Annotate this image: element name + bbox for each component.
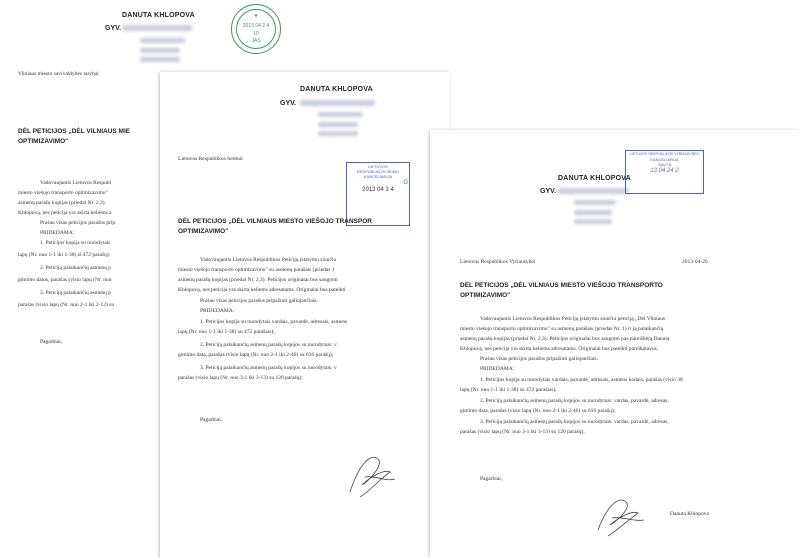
- closing: Pagarbiai,: [40, 339, 63, 345]
- heading-line: OPTIMIZAVIMO": [178, 228, 229, 235]
- document-page-2: [160, 72, 450, 558]
- body-line: lapų (Nr. nuo 1-1 iki 1-38) su 472 parašais);: [178, 329, 275, 335]
- address-label: GYV.: [540, 188, 557, 195]
- addressee: Lietuvos Respublikos Vyriausybei: [460, 259, 536, 265]
- body-line: gimimo data, parašas (visio lapų (Nr. nuo 2-1 iki 2-46) su 616 parašų);: [460, 408, 616, 414]
- body-line: asmenų parašų kopijas (priedai Nr. 2,3).: [18, 200, 106, 206]
- stamp-line: LIETUVOS: [368, 164, 388, 169]
- closing: Pagarbiai,: [480, 476, 503, 482]
- body-line: 3. Peticiją palaikančių asmenų p: [40, 290, 112, 296]
- redacted-address: [318, 131, 358, 136]
- body-line: miesto viešojo transporto optimizavimo" su asmenų parašais (priedas 1: [178, 267, 335, 273]
- body-line: parašas (visio lapų (Nr. nuo 3-1 iki 3-13) su 120 parašų);: [460, 429, 585, 435]
- body-line: 1. Peticijos kopija su nurodytais vardais, pavardė, adresais, asmens: [200, 319, 348, 325]
- letter-date: 2013-04-20: [682, 259, 708, 265]
- body-line: gimimo datos, parašas (visio lapų (Nr. nuo: [18, 277, 112, 283]
- redacted-address: [318, 112, 363, 117]
- round-stamp: ★ 2013 04 2 4 10 JAS: [231, 4, 281, 54]
- author-name: DANUTA KHLOPOVA: [558, 175, 631, 182]
- parliament-stamp: [346, 162, 410, 226]
- stamp-letter: G: [403, 180, 408, 186]
- body-line: Prašau visas peticijos parašus pripažinti galiojančiais.: [200, 298, 318, 304]
- body-line: Prašau visas peticijos parašus pripažinti galiojančiais.: [480, 356, 598, 362]
- redacted-address: [574, 200, 616, 205]
- stamp-date: 13 04 24 2: [650, 168, 679, 174]
- redacted-address: [300, 100, 375, 106]
- stamp-line: LIETUVOS RESPUBLIKOS VYRIAUSYBĖS: [630, 152, 699, 156]
- body-line: Khlopovą, nes peticija yra skirta keliems adresatams. Originalai bus pateikti pareikalavus.: [460, 346, 659, 352]
- signature-image: [590, 490, 650, 540]
- body-line: gimimo data, parašas (visio lapų (Nr. nuo 2-1 iki 2-46) su 616 parašų);: [178, 352, 334, 358]
- closing: Pagarbiai,: [200, 417, 223, 423]
- addressee: Vilniaus miesto savivaldybės tarybai: [18, 71, 99, 77]
- stamp-code: JAS: [251, 38, 261, 44]
- body-line: asmenų parašų kopijas (priedai Nr. 2,3). Peticijos originalai bus saugomi pas pareiškėją Danutą: [460, 336, 670, 342]
- body-line: PRIDEDAMA:: [40, 230, 75, 236]
- heading-line: OPTIMIZAVIMO": [460, 292, 511, 299]
- addressee: Lietuvos Respublikos Seimui: [178, 156, 243, 162]
- stamp-date: 2013 04 2 4: [242, 23, 270, 29]
- body-line: miesto viešojo transporto optimizavimo" su asmenų parašais (priedas Nr. 1) ir ją palaikančių: [460, 326, 664, 332]
- body-line: Vadovaujantis Lietuvos Respubl: [40, 180, 112, 186]
- body-line: 3. Peticiją palaikančių asmenų parašų kopijos su nurodytais: v: [200, 365, 337, 371]
- body-line: Prašau visas peticijos parašus prip: [40, 220, 116, 226]
- heading-line: DĖL PETICIJOS „DĖL VILNIAUS MIESTO VIEŠOJO TRANSPORTO: [460, 282, 663, 289]
- body-line: 3. Peticiją palaikančių asmenų parašų kopijos su nurodytais: vardas, pavardė, adresas,: [480, 419, 669, 425]
- body-line: Khlopovą, nes peticija yra skirta keliems adresatams. Originalai bus pateikti: [178, 287, 346, 293]
- redacted-address: [574, 210, 612, 215]
- body-line: 1. Peticijos kopija su nurodytais vardais, pavardė, adresais, asmens kodais, parašas (visio 38: [480, 377, 683, 383]
- stamp-line: KANCELIARIJA: [650, 157, 679, 162]
- stamp-line: RESPUBLIKOS SEIMO: [356, 169, 400, 174]
- heading-line: DĖL PETICIJOS „DĖL VILNIAUS MIESTO VIEŠOJO TRANSPOR: [178, 218, 372, 225]
- stamp-date: 2013 04 2 4: [362, 187, 394, 193]
- redacted-address: [122, 25, 192, 31]
- body-line: parašas (visio lapų (Nr. nuo 2-1 iki 2-12) su: [18, 302, 115, 308]
- heading-line: OPTIMIZAVIMO": [18, 138, 69, 145]
- body-line: 2. Peticiją palaikančių asmenų parašų kopijos su nurodytais: v: [200, 342, 337, 348]
- body-line: 2. Peticiją palaikančių asmenų parašų kopijos su nurodytais: vardas, pavardė, adresas,: [480, 398, 669, 404]
- redacted-address: [140, 57, 180, 62]
- body-line: 1. Peticijos kopija su nurodytais: [40, 240, 111, 246]
- body-line: lapų (Nr. nuo 1-1 iki 1-38) iš 472 parašų);: [18, 252, 111, 258]
- stamp-line: KANCELIARIJA: [363, 174, 393, 179]
- signature-image: [340, 447, 400, 502]
- redacted-address: [318, 122, 358, 127]
- body-line: miesto viešojo transporto optimizavimo": [18, 190, 108, 196]
- address-label: GYV.: [105, 25, 122, 32]
- redacted-address: [557, 188, 629, 194]
- body-line: Vadovaujantis Lietuvos Respublikos Peticijų įstatymu siunčiu peticiją „Dėl Vilniaus: [480, 316, 666, 322]
- document-page-3: [430, 130, 800, 558]
- stamp-number: 10: [253, 31, 259, 37]
- author-name: DANUTA KHLOPOVA: [122, 12, 195, 19]
- signer-name: Danuta Khlopova: [670, 511, 709, 517]
- body-line: asmenų parašų kopijas (priedai Nr. 2,3). Peticijos originalai bus saugomi: [178, 277, 338, 283]
- redacted-address: [140, 48, 180, 53]
- body-line: 2. Peticiją palaikančių asmenų p: [40, 265, 112, 271]
- body-line: parašas (visio lapų (Nr. nuo 3-1 iki 3-13) su 120 parašų);: [178, 375, 303, 381]
- body-line: Vadovaujantis Lietuvos Respublikos Peticijų įstatymu siunčiu: [200, 257, 337, 263]
- body-line: PRIDEDAMA:: [200, 308, 235, 314]
- author-name: DANUTA KHLOPOVA: [300, 86, 373, 93]
- redacted-address: [140, 38, 185, 43]
- address-label: GYV.: [280, 100, 297, 107]
- stamp-line: GAUTA: [657, 162, 672, 167]
- heading-line: DĖL PETICIJOS „DĖL VILNIAUS MIE: [18, 128, 131, 135]
- body-line: Khlopovą, nes peticija yra skirta keliems a: [18, 210, 112, 216]
- government-stamp: [625, 150, 704, 194]
- body-line: PRIDEDAMA:: [480, 366, 515, 372]
- redacted-address: [574, 219, 612, 224]
- body-line: lapų (Nr. nuo 1-1 iki 1-38) su 472 parašais);: [460, 387, 557, 393]
